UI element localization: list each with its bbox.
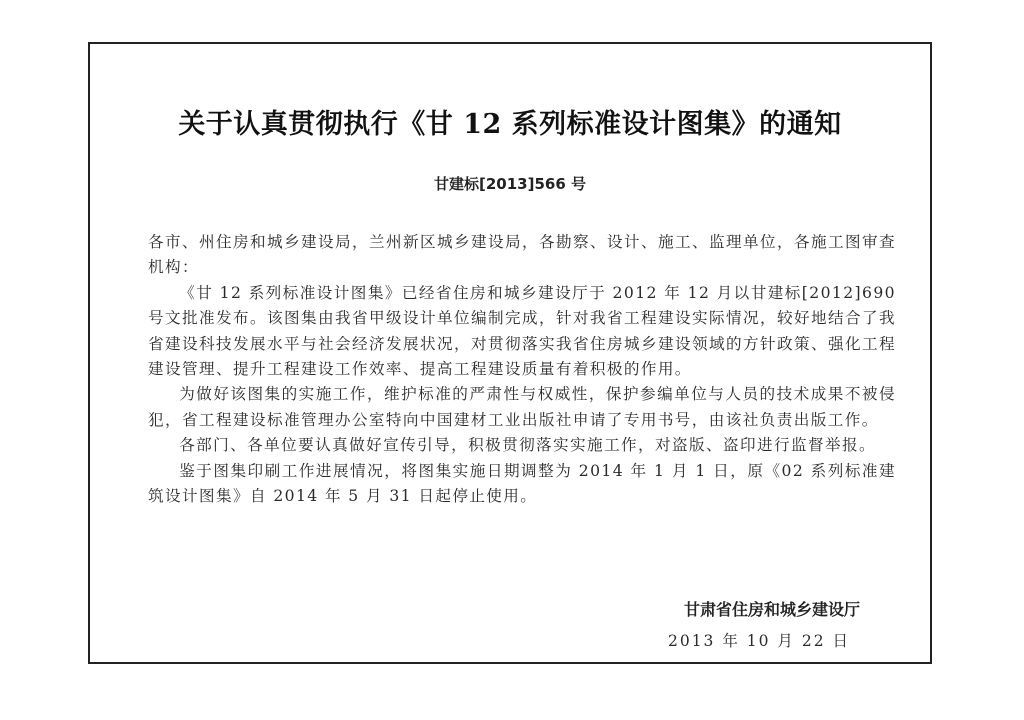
body-paragraph-2: 为做好该图集的实施工作，维护标准的严肃性与权威性，保护参编单位与人员的技术成果不被侵犯，省工程建设标准管理办公室特向中国建材工业出版社申请了专用书号，由该社负责出版工作。 [148, 385, 896, 429]
body-paragraph-4: 鉴于图集印刷工作进展情况，将图集实施日期调整为 2014 年 1 月 1 日，原《02 系列标准建筑设计图集》自 2014 年 5 月 31 日起停止使用。 [148, 461, 896, 506]
addressee-line: 各市、州住房和城乡建设局，兰州新区城乡建设局，各勘察、设计、施工、监理单位，各施工图审查机构： [148, 233, 896, 277]
body-paragraph-3: 各部门、各单位要认真做好宣传引导，积极贯彻落实实施工作，对盗版、盗印进行监督举报。 [179, 436, 876, 455]
document-number: 甘建标[2013]566 号 [434, 175, 586, 193]
body-paragraph-1: 《甘 12 系列标准设计图集》已经省住房和城乡建设厅于 2012 年 12 月以甘建标[2012]690 号文批准发布。该图集由我省甲级设计单位编制完成，针对我省工程建设实际情况，较好地结合了我省建设科技发展水平与社会经济发展状况，对贯彻落实我省住房城乡建设领域的方针政策、强化工程建设管理、提升工程建设工作效率、提高工程建设质量有着积极的作用。 [148, 283, 896, 379]
document-body [148, 230, 896, 509]
document-title: 关于认真贯彻执行《甘 12 系列标准设计图集》的通知 [178, 109, 842, 140]
document-frame [88, 42, 932, 664]
issuing-authority: 甘肃省住房和城乡建设厅 [683, 600, 860, 619]
issue-date: 2013 年 10 月 22 日 [667, 632, 850, 650]
